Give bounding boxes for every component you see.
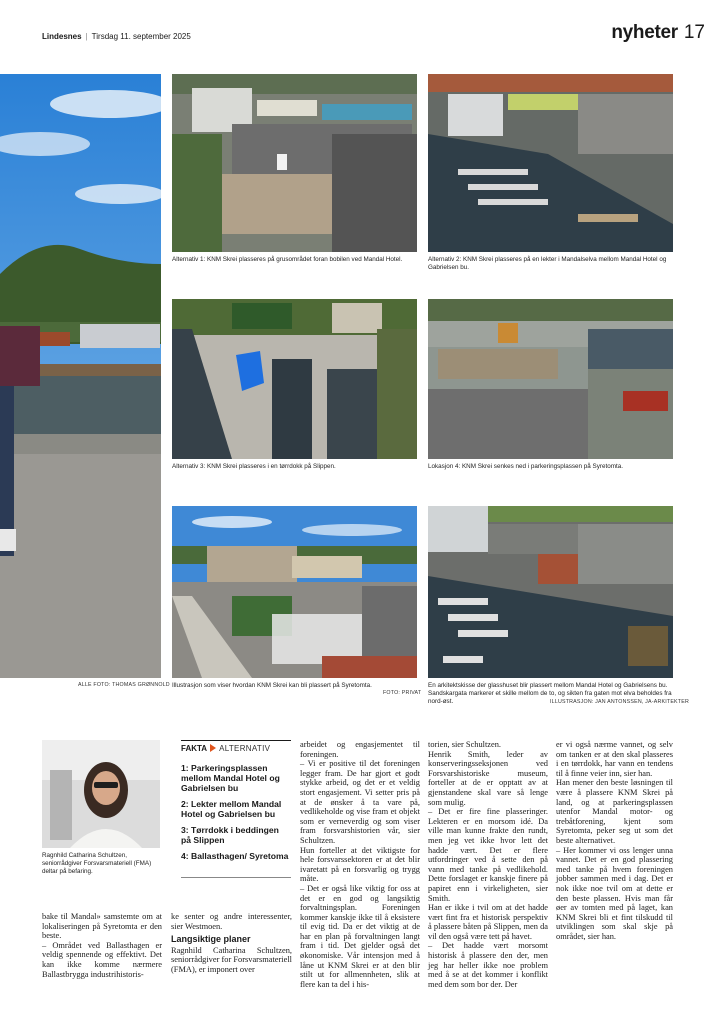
article-paragraph: – Det er også like viktig for oss at det er en god og langsiktig forvaltningsplan. Foreningen kommer kanskje ikke til å eksistere til evig tid. Da er det viktig at de har en plan på forvaltningen langt fram i tid. Det gjelder også det økonomiske. Vår intensjon med å låne ut KNM Skrei er at den blir stilt ut for allmennheten, slik at flere kan ta del i his- (300, 883, 420, 989)
fakta-item: 1: Parkeringsplassen mellom Mandal Hotel og Gabrielsen bu (181, 763, 280, 793)
fakta-box (181, 740, 291, 878)
page-header (42, 20, 705, 54)
fakta-item: 4: Ballasthagen/ Syretoma (181, 851, 289, 861)
article-paragraph: Ragnhild Catharina Schultzen, seniorrådgiver for Forsvarsmateriell (FMA), er imponert over (171, 945, 292, 974)
header-date: Tirsdag 11. september 2025 (91, 32, 191, 41)
illustration-photo (172, 506, 417, 678)
article-paragraph: – Vi er positive til det foreningen legger fram. De har gjort et godt stykke arbeid, og det er et veldig stort engasjement. Vi setter pris på at de ønsker å ta vare på, vedlikeholde og vise fram et objekt som er verneverdig og som viser fram forsvarshistorien vår, sier Schultzen. (300, 759, 420, 845)
architect-sketch-credit: ILLUSTRASJON: JAN ANTONSSEN, JA-ARKITEKTER (550, 699, 689, 705)
section-name: nyheter (611, 22, 678, 43)
article-subheading: Langsiktige planer (171, 934, 251, 945)
article-column-3 (300, 740, 420, 989)
fakta-list (181, 763, 291, 878)
fakta-header (181, 740, 291, 753)
article-column-5 (556, 740, 673, 941)
article-paragraph: Han er ikke i tvil om at det hadde vært fint fra et historisk perspektiv å plassere båten på Slippen, men da vil den også være tett på havet. (428, 903, 548, 941)
fakta-label: FAKTA (181, 744, 208, 753)
alt1-caption: Alternativ 1: KNM Skrei plasseres på grusområdet foran bobilen ved Mandal Hotel. (172, 256, 403, 263)
article-column-1 (42, 912, 162, 979)
alt4-caption: Lokasjon 4: KNM Skrei senkes ned i parkeringsplassen på Syretomta. (428, 463, 623, 470)
alt1-photo (172, 74, 417, 252)
article-paragraph: – Området ved Ballasthagen er veldig spennende og effektivt. Det kan ikke komme nærmere Ballastbrygga industrihistoris- (42, 940, 162, 979)
article-paragraph: – Det er fire fine plasseringer. Lekteren er en morsom idé. Da ville man kunne frakte den rundt, men jeg vet ikke hvor lett det hadde vært. Det er flere utfordringer ved å sette den på vann med tanke på vedlikehold. Dette forslaget er kanskje finere på papiret enn i virkeligheten, sier Smith. (428, 807, 548, 903)
fakta-item: 2: Lekter mellom Mandal Hotel og Gabrielsen bu (181, 799, 282, 819)
header-dateline: Lindesnes | Tirsdag 11. september 2025 (42, 32, 191, 41)
article-paragraph: Han mener den beste løsningen til være å plassere KNM Skrei på land, og at parkeringsplassen utenfor Mandal motor- og trebåtforening, kjent som Syretomta, peker seg ut som det beste alternativet. (556, 778, 673, 845)
article-paragraph: arbeidet og engasjementet til foreningen. (300, 740, 420, 759)
article-column-2 (171, 912, 292, 975)
architect-sketch-photo (428, 506, 673, 678)
header-section (611, 22, 705, 44)
alt2-caption: Alternativ 2: KNM Skrei plasseres på en lekter i Mandalselva mellom Mandal Hotel og Gabrielsen bu. (428, 256, 667, 271)
fakta-item: 3: Tørrdokk i beddingen på Slippen (181, 825, 279, 845)
article-paragraph: – Det hadde vært morsomt historisk å plassere den der, men jeg har heller ikke noe problem med å se at det kommer i konflikt med dem som bor der. Der (428, 941, 548, 989)
article-paragraph: Hun forteller at det viktigste for hele forsvarssektoren er at det blir ivaretatt på en forsvarlig og trygg måte. (300, 845, 420, 884)
fakta-topic: ALTERNATIV (219, 744, 271, 753)
article-paragraph: ke senter og andre interessenter, sier Westmoen. (171, 912, 292, 931)
main-photo (0, 74, 161, 678)
article-paragraph: bake til Mandal» samstemte om at lokaliseringen på Syretomta er den beste. (42, 912, 162, 941)
illustration-credit: FOTO: PRIVAT (383, 690, 422, 696)
article-paragraph: Henrik Smith, leder av konserveringsseksjonen ved Forsvarshistoriske museum, forteller at de er opptatt av at gjenstandene skal vare så lenge som mulig. (428, 749, 548, 807)
alt3-caption: Alternativ 3: KNM Skrei plasseres i en tørrdokk på Slippen. (172, 463, 336, 470)
header-region: Lindesnes (42, 32, 82, 41)
portrait-photo (42, 740, 160, 848)
triangle-icon (210, 744, 216, 752)
alt2-photo (428, 74, 673, 252)
page-number: 17 (683, 22, 705, 43)
alt4-photo (428, 299, 673, 459)
article-paragraph: er vi også nærme vannet, og selv om tanken er at den skal plasseres i en tørrdokk, har vann en tendens til å finne veier inn, sier han. (556, 740, 673, 778)
article-paragraph: torien, sier Schultzen. (428, 740, 502, 749)
alt3-photo (172, 299, 417, 459)
illustration-caption: Illustrasjon som viser hvordan KNM Skrei kan bli plassert på Syretomta. (172, 682, 372, 689)
article-column-4 (428, 740, 548, 989)
main-photo-credit: ALLE FOTO: THOMAS GRØNNOLD (78, 682, 170, 688)
architect-sketch-caption: En arkitektskisse der glasshuset blir plassert mellom Mandal Hotel og Gabrielsens bu. Sandskargata markerer et skille mellom de to, og sikten fra gaten mot elva beholdes fra nord-øst. (428, 682, 672, 705)
portrait-caption: Ragnhild Catharina Schultzen, seniorrådgiver Forsvarsmateriell (FMA) deltar på befaring. (42, 852, 152, 875)
article-paragraph: – Her kommer vi oss lenger unna vannet. Det er en god plassering med tanke på hvem foreningen jobber sammen med i dag. Det er nok ikke noe tvil om at dette er den beste plassen. Hvis man får øer av tomten med på laget, kan KNM Skrei bli et fint tilskudd til utviklingen som skal skje på området, sier han. (556, 845, 673, 941)
